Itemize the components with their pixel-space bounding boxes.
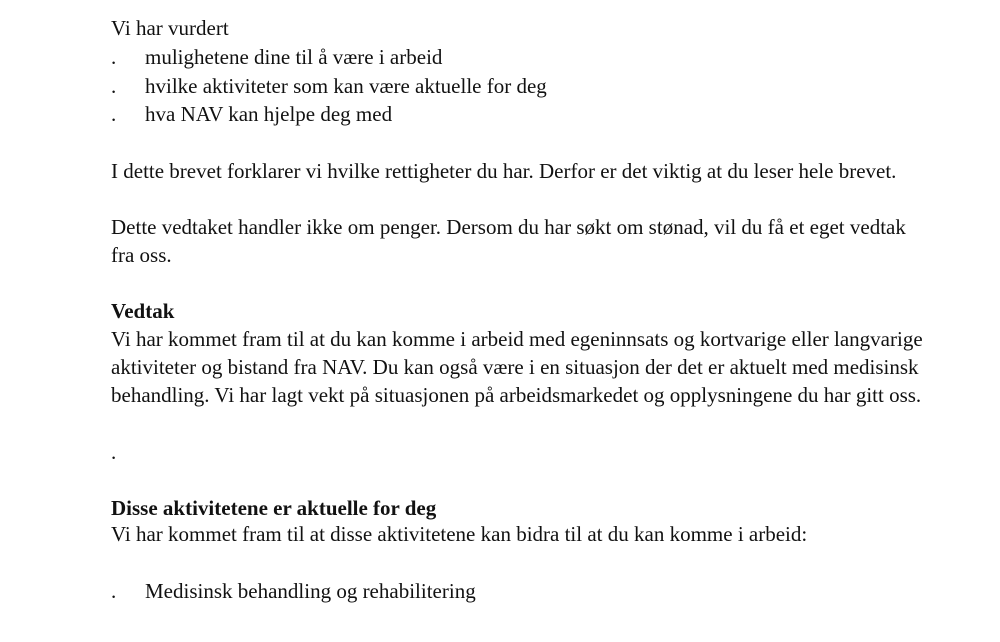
list-item-text: hva NAV kan hjelpe deg med — [145, 102, 393, 126]
vedtak-heading: Vedtak — [111, 299, 175, 323]
bullet-marker: . — [111, 579, 117, 603]
list-item-text: hvilke aktiviteter som kan være aktuelle for deg — [145, 74, 547, 98]
list-item-text: mulighetene dine til å være i arbeid — [145, 45, 443, 69]
money-paragraph-line: Dette vedtaket handler ikke om penger. Dersom du har søkt om stønad, vil du få et eget vedtak — [111, 215, 906, 239]
vedtak-paragraph-line: behandling. Vi har lagt vekt på situasjonen på arbeidsmarkedet og opplysningene du har gitt oss. — [111, 383, 922, 407]
vedtak-paragraph-line: Vi har kommet fram til at du kan komme i arbeid med egeninnsats og kortvarige eller langvarige — [111, 327, 923, 351]
bullet-marker: . — [111, 45, 117, 69]
activities-intro: Vi har kommet fram til at disse aktivitetene kan bidra til at du kan komme i arbeid: — [111, 522, 808, 546]
money-paragraph-line: fra oss. — [111, 243, 172, 267]
assessment-heading: Vi har vurdert — [111, 16, 229, 40]
activities-heading: Disse aktivitetene er aktuelle for deg — [111, 496, 437, 520]
list-item-text: Medisinsk behandling og rehabilitering — [145, 579, 476, 603]
bullet-marker: . — [111, 74, 117, 98]
vedtak-paragraph-line: aktiviteter og bistand fra NAV. Du kan også være i en situasjon der det er aktuelt med medisinsk — [111, 355, 919, 379]
bullet-marker: . — [111, 102, 117, 126]
rights-paragraph: I dette brevet forklarer vi hvilke rettigheter du har. Derfor er det viktig at du leser hele brevet. — [111, 159, 897, 183]
trailing-dot: . — [111, 440, 117, 464]
